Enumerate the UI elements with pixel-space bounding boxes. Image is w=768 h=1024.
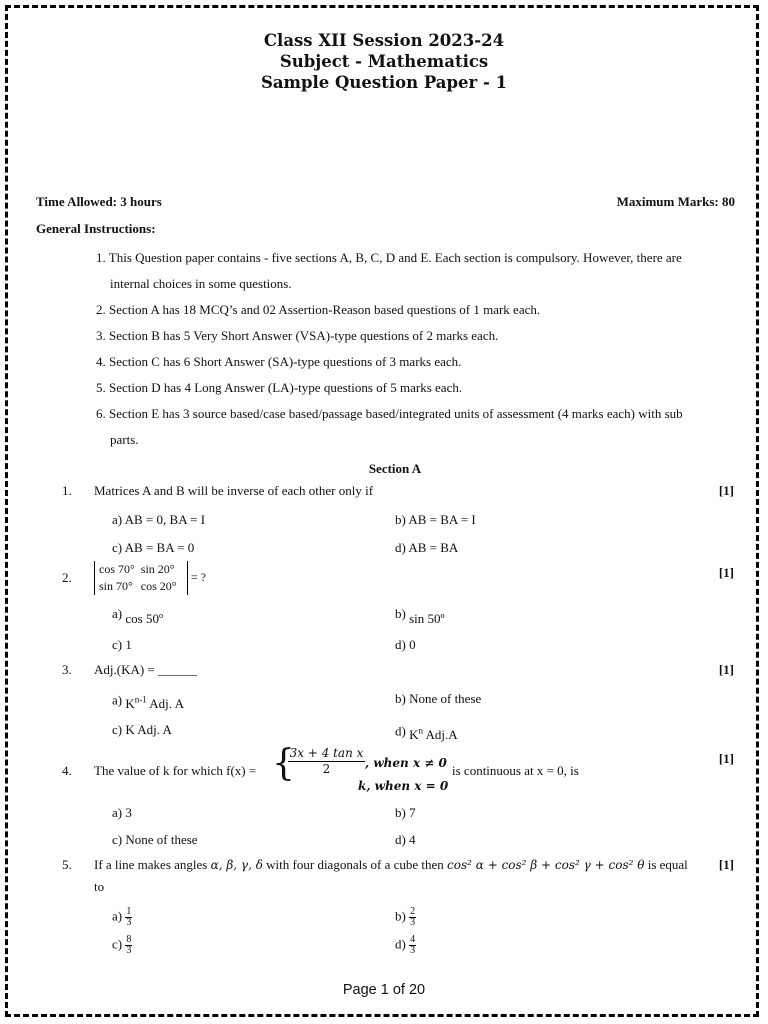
option-b: b) 7 — [395, 805, 416, 820]
fraction-denominator: 3 — [410, 917, 416, 928]
option-label: c) — [112, 936, 123, 952]
question-text-start: If a line makes angles — [94, 857, 208, 872]
option-a — [112, 907, 132, 928]
question-text — [94, 857, 704, 873]
instructions-list — [96, 245, 726, 453]
instruction-item: 5. Section D has 4 Long Answer (LA)-type questions of 5 marks each. — [96, 380, 463, 395]
piecewise-brace: { — [272, 743, 295, 784]
paper-header — [0, 30, 768, 93]
question-number: 2. — [62, 570, 72, 585]
option-b: b) AB = BA = I — [395, 512, 476, 527]
question-marks: [1] — [718, 565, 734, 580]
fraction-numerator: 3x + 4 tan x — [289, 746, 364, 760]
det-cell: sin 20° — [140, 562, 175, 576]
instruction-item: 2. Section A has 18 MCQ’s and 02 Assertion-Reason based questions of 1 mark each. — [96, 302, 541, 317]
option-d: d) AB = BA — [395, 540, 459, 555]
option-b — [395, 606, 445, 626]
option-fraction — [409, 935, 416, 956]
determinant — [94, 561, 188, 595]
question-text-mid: with four diagonals of a cube then — [266, 857, 444, 872]
question-text: Adj.(KA) = ______ — [94, 662, 198, 677]
piecewise-fraction — [288, 746, 365, 777]
instruction-item: 1. This Question paper contains - five sections A, B, C, D and E. Each section is compulsory. However, there are — [96, 250, 682, 265]
question-marks: [1] — [718, 483, 734, 498]
det-cell: cos 70° — [99, 562, 135, 576]
option-label: a) — [112, 692, 123, 708]
option-exponent: n-1 — [134, 695, 147, 705]
option-value: sin 50º — [409, 611, 445, 626]
option-fraction — [125, 935, 132, 956]
time-allowed: Time Allowed: 3 hours — [36, 194, 162, 209]
general-instructions-heading: General Instructions: — [36, 221, 156, 236]
fraction-numerator: 4 — [410, 934, 416, 945]
option-b: b) None of these — [395, 691, 482, 706]
option-c — [112, 935, 132, 956]
question-tail: = ? — [190, 569, 206, 584]
option-c: c) AB = BA = 0 — [112, 540, 195, 555]
fraction-denominator: 3 — [126, 945, 132, 956]
option-c: c) 1 — [112, 637, 132, 652]
section-title: Section A — [368, 461, 422, 476]
option-a: a) AB = 0, BA = I — [112, 512, 206, 527]
option-label: d) — [395, 723, 406, 739]
header-paper-title: Sample Question Paper - 1 — [260, 73, 508, 92]
question-marks: [1] — [718, 662, 734, 677]
option-base: K — [409, 727, 419, 743]
question-marks: [1] — [718, 857, 734, 872]
maximum-marks: Maximum Marks: 80 — [616, 194, 735, 209]
option-fraction — [409, 907, 416, 928]
option-suffix: Adj. A — [149, 696, 184, 712]
option-c: c) K Adj. A — [112, 722, 172, 737]
fraction-numerator: 8 — [126, 934, 132, 945]
option-suffix: Adj.A — [425, 727, 458, 743]
option-d: d) 0 — [395, 637, 416, 652]
question-marks: [1] — [718, 751, 734, 766]
option-base: K — [125, 696, 135, 712]
option-value — [409, 727, 458, 742]
fraction-numerator: 1 — [126, 906, 132, 917]
option-a — [112, 606, 163, 626]
option-a: a) 3 — [112, 805, 132, 820]
page-footer: Page 1 of 20 — [342, 982, 426, 998]
piecewise-condition-2: k, when x = 0 — [358, 779, 449, 793]
option-label: b) — [395, 908, 406, 924]
option-d: d) 4 — [395, 832, 416, 847]
question-text: Matrices A and B will be inverse of each other only if — [94, 483, 374, 498]
header-subject: Subject - Mathematics — [279, 52, 489, 71]
fraction-numerator: 2 — [410, 906, 416, 917]
option-value — [125, 696, 184, 711]
question-text — [94, 561, 206, 595]
question-text-tail: is continuous at x = 0, is — [452, 763, 579, 778]
option-exponent: n — [418, 726, 423, 736]
option-c: c) None of these — [112, 832, 198, 847]
question-number: 3. — [62, 662, 72, 677]
instruction-item: 3. Section B has 5 Very Short Answer (VSA)-type questions of 2 marks each. — [96, 328, 499, 343]
option-a — [112, 691, 184, 712]
det-cell: sin 70° — [99, 579, 133, 593]
option-d — [395, 722, 458, 743]
instruction-item: 6. Section E has 3 source based/case based/passage based/integrated units of assessment (4 marks each) with sub — [96, 406, 683, 421]
cosine-sum-expression: cos² α + cos² β + cos² γ + cos² θ — [447, 858, 645, 872]
question-number: 1. — [62, 483, 72, 498]
question-text: The value of k for which f(x) = — [94, 763, 257, 778]
option-label: d) — [395, 936, 406, 952]
question-text-end: is equal — [647, 857, 688, 872]
option-label: b) — [395, 606, 406, 621]
option-fraction — [125, 907, 132, 928]
option-b — [395, 907, 416, 928]
option-d — [395, 935, 416, 956]
question-number: 5. — [62, 857, 72, 872]
piecewise-condition-1: , when x ≠ 0 — [365, 756, 447, 770]
det-cell: cos 20° — [140, 579, 177, 593]
instruction-item: 4. Section C has 6 Short Answer (SA)-type questions of 3 marks each. — [96, 354, 462, 369]
instruction-item: parts. — [110, 432, 139, 447]
instruction-item: internal choices in some questions. — [110, 276, 292, 291]
option-label: a) — [112, 606, 123, 621]
question-text-continued: to — [94, 879, 105, 894]
fraction-denominator: 3 — [410, 945, 416, 956]
fraction-denominator: 3 — [126, 917, 132, 928]
question-number: 4. — [62, 763, 72, 778]
option-label: a) — [112, 908, 123, 924]
fraction-denominator: 2 — [322, 762, 331, 776]
header-class: Class XII Session 2023-24 — [263, 31, 505, 50]
angles-expression: α, β, γ, δ — [210, 858, 263, 872]
option-value: cos 50º — [125, 611, 163, 626]
